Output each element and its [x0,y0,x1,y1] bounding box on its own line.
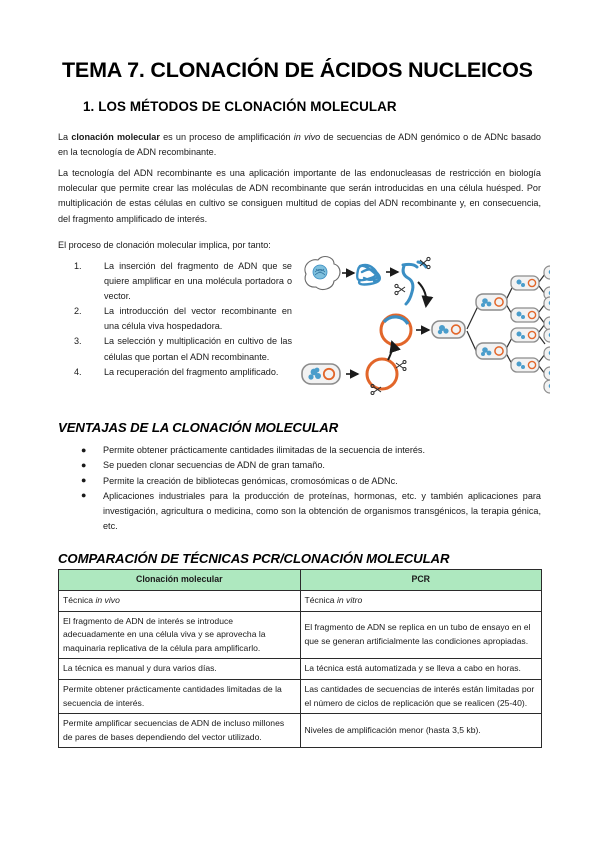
cell-pcr [300,591,542,612]
step-text: La introducción del vector recombinante en una célula viva hospedadora. [104,306,292,332]
recombinant-plasmid [381,315,411,345]
cell-clonacion: Permite amplificar secuencias de ADN de incluso millones de pares de bases dependiendo del vector utilizado. [59,714,301,748]
column-header-clonacion: Clonación molecular [59,570,301,591]
section-heading-1: 1. LOS MÉTODOS DE CLONACIÓN MOLECULAR [83,99,397,114]
list-item [78,443,541,458]
transformed-bacterium [476,294,507,310]
list-item [78,458,541,473]
cut-plasmid-vector [367,359,406,395]
bacterium-with-plasmid [302,364,340,384]
cell-clonacion: La técnica es manual y dura varios días. [59,659,301,680]
transformed-bacterium [544,317,550,330]
transformed-bacterium [511,308,539,322]
list-item [78,489,541,535]
table-row [59,714,542,748]
step-number: 4. [74,366,82,377]
table-row [59,659,542,680]
bullet-icon: ● [81,490,87,501]
restriction-enzyme-scissors [395,284,405,294]
paragraph-intro [58,130,541,160]
para1-bold-term: clonación molecular [71,132,160,142]
table-row [59,591,542,612]
column-header-pcr: PCR [300,570,542,591]
step-text: La inserción del fragmento de ADN que se quiere amplificar en una molécula portadora o vector. [104,261,292,302]
para1-mid: es un proceso de amplificación [159,132,294,142]
ventaja-text: Permite obtener prácticamente cantidades ilimitadas de la secuencia de interés. [103,445,425,455]
ventaja-text: Aplicaciones industriales para la producción de proteínas, hormonas, etc. y también aplicaciones para investigación, agricultura o medicina, como son la obtención de organismos transgénicos, la terapia génica, etc. [103,490,541,532]
cell-text-pre: Técnica [304,595,337,605]
transformed-bacterium [544,329,550,342]
step-text: La recuperación del fragmento amplificado. [104,366,279,377]
eukaryotic-cell-with-nucleus [305,257,340,290]
bullet-icon: ● [81,444,87,455]
bullet-icon: ● [81,475,87,486]
cell-pcr: Niveles de amplificación menor (hasta 3,5 kb). [300,714,542,748]
para1-pre: La [58,132,72,142]
cloning-steps-list [74,259,292,380]
table-header-row [59,570,542,591]
bullet-icon: ● [81,459,87,470]
transformed-bacterium [544,347,550,360]
para1-post: de secuencias de ADN genómico o de ADNc basado en la tecnología de ADN recombinante. [58,132,541,158]
cell-text-italic: in vivo [95,595,120,605]
list-item [74,334,292,364]
cell-pcr: La técnica está automatizada y se lleva a cabo en horas. [300,659,542,680]
list-item [74,259,292,304]
comparacion-heading: COMPARACIÓN DE TÉCNICAS PCR/CLONACIÓN MOLECULAR [58,551,450,566]
para1-italic-term: in vivo [293,132,321,142]
transformed-bacterium [544,380,550,393]
molecular-cloning-workflow-diagram [300,252,550,410]
ventajas-heading: VENTAJAS DE LA CLONACIÓN MOLECULAR [58,420,339,435]
list-item [74,365,292,380]
step-number: 2. [74,306,82,317]
paragraph-recombinant-tech: La tecnología del ADN recombinante es una aplicación importante de las endonucleasas de restricción en biología molecular que permite crear las moléculas de ADN recombinante que serán introducidas en una célula huésped. Por multiplicación de estas células en cultivo se consiguen multitud de copias del ADN recombinante y, en consecuencia, del fragmento amplificado de interés. [58,168,541,224]
cell-pcr: Las cantidades de secuencias de interés están limitadas por el número de ciclos de replicación que se realicen (25-40). [300,679,542,713]
transformed-bacterium [544,367,550,380]
cell-clonacion: El fragmento de ADN de interés se introduce adecuadamente en una célula viva y se aprovecha la maquinaria replicativa de la célula para amplificarlo. [59,611,301,659]
cell-pcr: El fragmento de ADN se replica en un tubo de ensayo en el que se generan artificialmente las condiciones apropiadas. [300,611,542,659]
step-text: La selección y multiplicación en cultivo de las células que portan el ADN recombinante. [104,336,292,362]
page-title: TEMA 7. CLONACIÓN DE ÁCIDOS NUCLEICOS [62,58,533,82]
step-number: 3. [74,336,82,347]
transformed-bacterium [476,343,507,359]
ventajas-list [78,443,541,535]
table-row [59,679,542,713]
ventaja-text: Se pueden clonar secuencias de ADN de gran tamaño. [103,460,325,471]
transformed-bacterium [432,321,465,338]
ventaja-text: Permite la creación de bibliotecas genómicas, cromosómicas o de ADNc. [103,475,398,486]
genomic-dna-tangle [357,265,380,285]
transformed-bacterium [511,328,539,342]
transformed-bacterium [511,358,539,372]
step-number: 1. [74,261,82,271]
transformed-bacterium [511,276,539,290]
cell-text-pre: Técnica [63,595,96,605]
transformed-bacterium [544,266,550,279]
table-row [59,611,542,659]
cell-text-italic: in vitro [336,595,363,605]
list-item [78,474,541,489]
cell-clonacion [59,591,301,612]
cut-dna-fragment [403,262,426,304]
list-item [74,304,292,334]
paragraph-process-lead-in: El proceso de clonación molecular implica, por tanto: [58,240,271,250]
comparison-table [58,569,542,748]
transformed-bacterium [544,297,550,310]
cell-clonacion: Permite obtener prácticamente cantidades limitadas de la secuencia de interés. [59,679,301,713]
